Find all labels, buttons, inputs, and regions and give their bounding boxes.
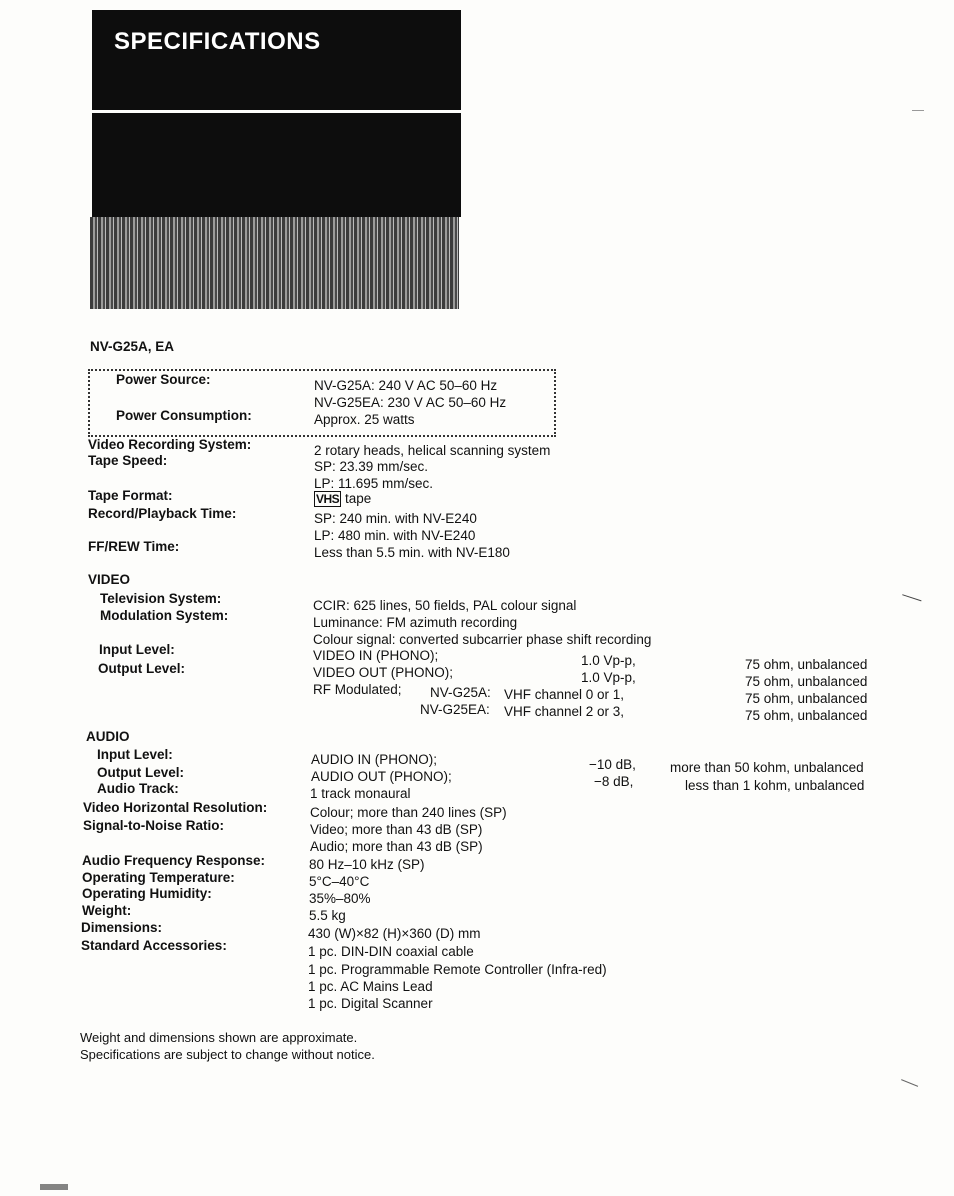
audio-output-level: −8 dB, bbox=[594, 774, 634, 789]
ff-rew-time-label: FF/REW Time: bbox=[88, 539, 180, 554]
header-striped-band bbox=[90, 217, 459, 309]
video-output-impedance: 75 ohm, unbalanced bbox=[745, 674, 868, 689]
power-source-value-2: NV-G25EA: 230 V AC 50–60 Hz bbox=[314, 395, 507, 410]
operating-humidity-label: Operating Humidity: bbox=[82, 886, 212, 901]
rf-modulated-label: RF Modulated; bbox=[313, 682, 402, 697]
video-recording-system-label: Video Recording System: bbox=[88, 437, 252, 452]
scan-mark bbox=[896, 1079, 918, 1100]
operating-humidity-value: 35%–80% bbox=[309, 891, 371, 906]
accessory-item: 1 pc. Programmable Remote Controller (Infra-red) bbox=[308, 962, 607, 977]
accessory-item: 1 pc. DIN-DIN coaxial cable bbox=[308, 944, 474, 959]
video-heading: VIDEO bbox=[88, 572, 131, 587]
signal-to-noise-video: Video; more than 43 dB (SP) bbox=[310, 822, 483, 837]
signal-to-noise-label: Signal-to-Noise Ratio: bbox=[83, 818, 224, 833]
audio-track-label: Audio Track: bbox=[97, 781, 179, 796]
tape-format-text: tape bbox=[344, 491, 372, 506]
operating-temperature-value: 5°C–40°C bbox=[309, 874, 370, 889]
video-input-impedance: 75 ohm, unbalanced bbox=[745, 657, 868, 672]
rf-impedance-1: 75 ohm, unbalanced bbox=[745, 691, 868, 706]
audio-heading: AUDIO bbox=[86, 729, 130, 744]
record-playback-time-label: Record/Playback Time: bbox=[88, 506, 237, 521]
model-heading: NV-G25A, EA bbox=[90, 339, 175, 354]
tape-speed-lp: LP: 11.695 mm/sec. bbox=[314, 476, 434, 491]
weight-value: 5.5 kg bbox=[309, 908, 346, 923]
footnote-change: Specifications are subject to change without notice. bbox=[80, 1047, 375, 1062]
header-black-block bbox=[92, 10, 461, 110]
audio-track-value: 1 track monaural bbox=[310, 786, 411, 801]
video-output-level: 1.0 Vp-p, bbox=[581, 670, 636, 685]
operating-temperature-label: Operating Temperature: bbox=[82, 870, 235, 885]
video-input-name: VIDEO IN (PHONO); bbox=[313, 648, 439, 663]
tape-speed-sp: SP: 23.39 mm/sec. bbox=[314, 459, 429, 474]
weight-label: Weight: bbox=[82, 903, 132, 918]
power-source-label: Power Source: bbox=[116, 372, 211, 387]
television-system-label: Television System: bbox=[100, 591, 222, 606]
modulation-colour: Colour signal: converted subcarrier phase shift recording bbox=[313, 632, 652, 647]
record-playback-lp: LP: 480 min. with NV-E240 bbox=[314, 528, 476, 543]
audio-input-impedance: more than 50 kohm, unbalanced bbox=[670, 760, 864, 775]
audio-frequency-response-value: 80 Hz–10 kHz (SP) bbox=[309, 857, 425, 872]
dimensions-value: 430 (W)×82 (H)×360 (D) mm bbox=[308, 926, 481, 941]
header-black-band bbox=[92, 113, 461, 217]
tape-format-value bbox=[314, 491, 371, 506]
record-playback-sp: SP: 240 min. with NV-E240 bbox=[314, 511, 477, 526]
rf-band-2: VHF channel 2 or 3, bbox=[504, 704, 625, 719]
video-horizontal-resolution-label: Video Horizontal Resolution: bbox=[83, 800, 268, 815]
tape-format-label: Tape Format: bbox=[88, 488, 173, 503]
scan-smudge bbox=[40, 1184, 68, 1190]
video-input-level-label: Input Level: bbox=[99, 642, 175, 657]
standard-accessories-label: Standard Accessories: bbox=[81, 938, 227, 953]
dimensions-label: Dimensions: bbox=[81, 920, 163, 935]
video-input-level: 1.0 Vp-p, bbox=[581, 653, 636, 668]
modulation-system-label: Modulation System: bbox=[100, 608, 229, 623]
power-source-value-1: NV-G25A: 240 V AC 50–60 Hz bbox=[314, 378, 498, 393]
audio-output-level-label: Output Level: bbox=[97, 765, 184, 780]
scan-mark bbox=[912, 110, 924, 111]
power-consumption-label: Power Consumption: bbox=[116, 408, 252, 423]
accessory-item: 1 pc. AC Mains Lead bbox=[308, 979, 433, 994]
audio-output-name: AUDIO OUT (PHONO); bbox=[311, 769, 452, 784]
scan-mark bbox=[898, 594, 921, 613]
accessory-item: 1 pc. Digital Scanner bbox=[308, 996, 433, 1011]
television-system-value: CCIR: 625 lines, 50 fields, PAL colour signal bbox=[313, 598, 577, 613]
footnote-weight: Weight and dimensions shown are approximate. bbox=[80, 1030, 358, 1045]
signal-to-noise-audio: Audio; more than 43 dB (SP) bbox=[310, 839, 483, 854]
audio-input-level-label: Input Level: bbox=[97, 747, 173, 762]
video-output-name: VIDEO OUT (PHONO); bbox=[313, 665, 454, 680]
power-consumption-value: Approx. 25 watts bbox=[314, 412, 415, 427]
audio-output-impedance: less than 1 kohm, unbalanced bbox=[685, 778, 865, 793]
audio-frequency-response-label: Audio Frequency Response: bbox=[82, 853, 266, 868]
rf-impedance-2: 75 ohm, unbalanced bbox=[745, 708, 868, 723]
video-horizontal-resolution-value: Colour; more than 240 lines (SP) bbox=[310, 805, 507, 820]
ff-rew-time-value: Less than 5.5 min. with NV-E180 bbox=[314, 545, 510, 560]
tape-speed-label: Tape Speed: bbox=[88, 453, 168, 468]
rf-band-1: VHF channel 0 or 1, bbox=[504, 687, 625, 702]
vhs-logo: VHS bbox=[316, 492, 340, 506]
audio-input-level: −10 dB, bbox=[589, 757, 636, 772]
page-title: SPECIFICATIONS bbox=[114, 28, 321, 55]
video-output-level-label: Output Level: bbox=[98, 661, 185, 676]
video-recording-system-value: 2 rotary heads, helical scanning system bbox=[314, 443, 551, 458]
audio-input-name: AUDIO IN (PHONO); bbox=[311, 752, 438, 767]
rf-model-2: NV-G25EA: bbox=[420, 702, 490, 717]
rf-model-1: NV-G25A: bbox=[430, 685, 491, 700]
modulation-luminance: Luminance: FM azimuth recording bbox=[313, 615, 518, 630]
